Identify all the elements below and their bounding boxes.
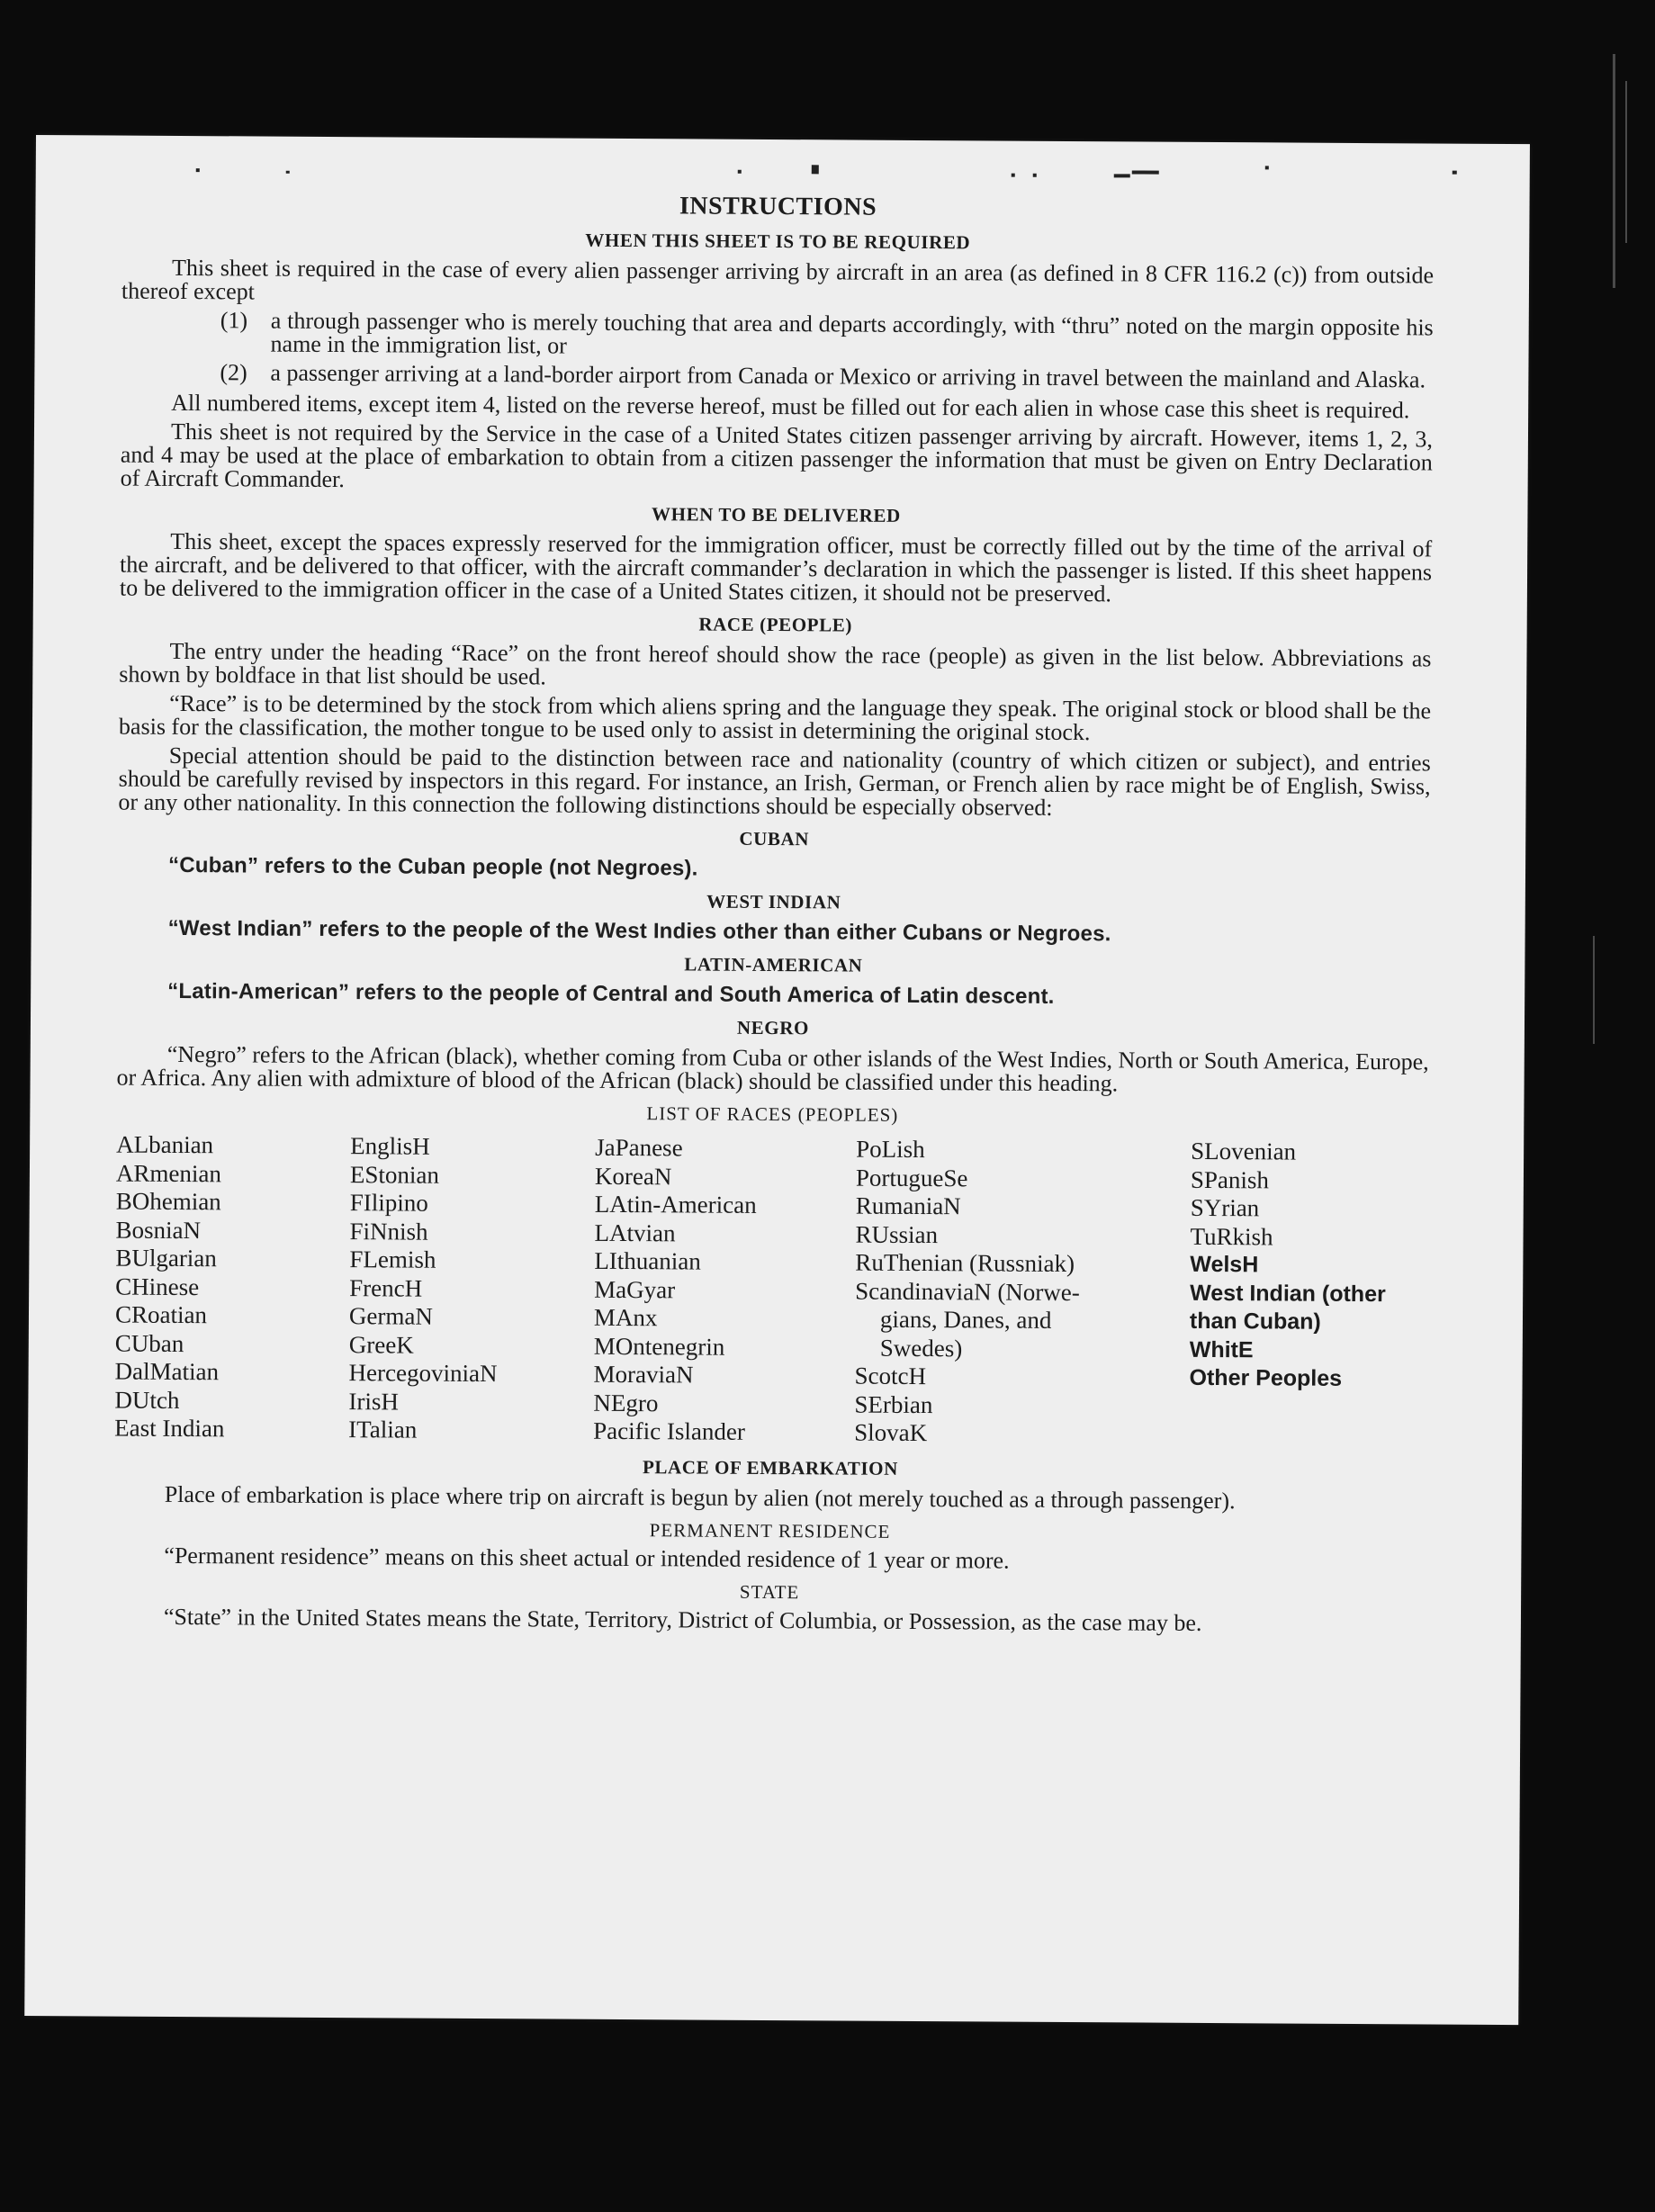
paragraph-race-determination: “Race” is to be determined by the stock from which aliens spring and the language they speak. The original stock or blood shall be the basis for the classification, the mother tongue to be used only to assist in determining the original stock. bbox=[118, 689, 1432, 746]
race-column-1 bbox=[114, 1131, 350, 1444]
race-entry: KoreaN bbox=[594, 1162, 672, 1190]
race-column-5 bbox=[1189, 1137, 1428, 1451]
race-entry: CUban bbox=[114, 1329, 184, 1357]
heading-when-delivered: WHEN TO BE DELIVERED bbox=[652, 503, 901, 526]
exception-item bbox=[220, 361, 1433, 391]
race-entry: MAnx bbox=[593, 1303, 658, 1332]
paragraph-required-intro: This sheet is required in the case of every alien passenger arriving by aircraft in an area (as defined in 8 CFR 116.2 (c)) from outside thereof except bbox=[121, 254, 1435, 305]
paragraph-race-nationality: Special attention should be paid to the distinction between race and nationality (country of which citizen or subject), and entries should be carefully revised by inspectors in this regard. For instance, an Irish, German, or French alien by race might be of English, Swiss, or any other nationality. In this connection the following distinctions should be especially observed: bbox=[118, 742, 1431, 821]
race-entry: ScandinaviaN (Norwe- bbox=[855, 1277, 1080, 1306]
race-entry: IrisH bbox=[348, 1387, 400, 1415]
definition-west-indian: “West Indian” refers to the people of the West Indies other than either Cubans or Negroes. bbox=[167, 915, 1111, 947]
definition-latin-american: “Latin-American” refers to the people of Central and South America of Latin descent. bbox=[167, 978, 1055, 1009]
race-list bbox=[114, 1131, 1428, 1451]
heading-west-indian: WEST INDIAN bbox=[706, 890, 841, 913]
exception-number: (2) bbox=[220, 359, 247, 386]
heading-state: STATE bbox=[739, 1580, 800, 1603]
race-entry: SYrian bbox=[1190, 1193, 1260, 1222]
race-entry: West Indian (other bbox=[1190, 1280, 1386, 1307]
race-entry: LAtvian bbox=[594, 1218, 676, 1246]
race-entry: ALbanian bbox=[116, 1130, 214, 1159]
race-entry: GreeK bbox=[348, 1330, 414, 1359]
race-entry: SErbian bbox=[854, 1390, 933, 1418]
race-entry: BOhemian bbox=[115, 1187, 221, 1216]
race-entry: TuRkish bbox=[1190, 1222, 1273, 1250]
race-entry: FiNnish bbox=[349, 1217, 428, 1245]
paragraph-race-entry: The entry under the heading “Race” on the front hereof should show the race (people) as given in the list below. Abbreviations as shown by boldface in that list should be used. bbox=[119, 637, 1432, 690]
race-entry: WelsH bbox=[1190, 1251, 1259, 1278]
race-entry: RumaniaN bbox=[855, 1191, 961, 1220]
race-entry: WhitE bbox=[1189, 1336, 1254, 1362]
definition-cuban: “Cuban” refers to the Cuban people (not Negroes). bbox=[167, 852, 698, 881]
heading-race: RACE (PEOPLE) bbox=[698, 613, 853, 636]
heading-negro: NEGRO bbox=[736, 1016, 810, 1039]
race-entry: JaPanese bbox=[595, 1133, 683, 1162]
exception-item bbox=[220, 309, 1434, 363]
paragraph-citizen-passenger: This sheet is not required by the Service in the case of a United States citizen passenger arriving by aircraft. However, items 1, 2, 3, and 4 may be used at the place of embarkation to obtain from a citizen passenger the information that must be given on Entry Declaration of Aircraft Commander. bbox=[120, 418, 1434, 493]
heading-list-of-races: LIST OF RACES (PEOPLES) bbox=[646, 1102, 899, 1126]
race-entry: NEgro bbox=[593, 1389, 659, 1416]
race-entry: EStonian bbox=[349, 1160, 440, 1189]
race-entry: DUtch bbox=[114, 1386, 180, 1414]
exception-list bbox=[220, 309, 1433, 391]
page-title: INSTRUCTIONS bbox=[679, 192, 877, 221]
race-entry: PortugueSe bbox=[855, 1164, 968, 1191]
race-entry: East Indian bbox=[114, 1414, 225, 1443]
race-entry: ITalian bbox=[348, 1416, 418, 1443]
heading-latin-american: LATIN-AMERICAN bbox=[684, 953, 863, 976]
race-entry: LIthuanian bbox=[594, 1246, 701, 1275]
document-page bbox=[24, 135, 1530, 2025]
race-entry: FLemish bbox=[349, 1245, 436, 1273]
heading-when-required: WHEN THIS SHEET IS TO BE REQUIRED bbox=[585, 229, 971, 254]
paragraph-permanent-residence: “Permanent residence” means on this sheet actual or intended residence of 1 year or more. bbox=[164, 1542, 1010, 1574]
heading-place-of-embarkation: PLACE OF EMBARKATION bbox=[642, 1455, 898, 1479]
heading-cuban: CUBAN bbox=[739, 827, 810, 850]
race-entry: PoLish bbox=[856, 1135, 925, 1164]
paragraph-delivery: This sheet, except the spaces expressly reserved for the immigration officer, must be correctly filled out by the time of the arrival of the aircraft, and be delivered to that officer, with the aircraft commander’s declaration in which the passenger is listed. If this sheet happens to be delivered to the immigration officer in the case of a United States citizen, it should not be preserved. bbox=[119, 527, 1433, 607]
race-entry: Pacific Islander bbox=[593, 1416, 745, 1445]
race-entry-continued: gians, Danes, and bbox=[879, 1305, 1052, 1334]
race-column-3 bbox=[593, 1134, 856, 1447]
race-entry: FIlipino bbox=[349, 1189, 428, 1217]
paragraph-numbered-items: All numbered items, except item 4, listed on the reverse hereof, must be filled out for each alien in whose case this sheet is required. bbox=[171, 389, 1410, 424]
race-entry: FrencH bbox=[349, 1273, 423, 1302]
race-entry-continued: than Cuban) bbox=[1189, 1308, 1321, 1335]
race-entry: MoraviaN bbox=[593, 1360, 694, 1389]
race-entry: MaGyar bbox=[594, 1275, 676, 1303]
paragraph-embarkation: Place of embarkation is place where trip on aircraft is begun by alien (not merely touched as a through passenger). bbox=[164, 1480, 1236, 1514]
heading-permanent-residence: PERMANENT RESIDENCE bbox=[649, 1518, 891, 1542]
race-entry: SlovaK bbox=[854, 1418, 928, 1447]
race-entry: ARmenian bbox=[115, 1159, 222, 1187]
race-entry: LAtin-American bbox=[594, 1190, 757, 1218]
race-entry: SLovenian bbox=[1191, 1137, 1297, 1165]
race-entry: HercegoviniaN bbox=[348, 1359, 498, 1388]
race-entry: RUssian bbox=[855, 1220, 939, 1248]
race-entry: RuThenian (Russniak) bbox=[855, 1248, 1075, 1278]
race-entry: Other Peoples bbox=[1189, 1364, 1343, 1391]
top-specks bbox=[36, 135, 1530, 144]
exception-text: a through passenger who is merely touching that area and departs accordingly, with “thru” noted on the margin opposite his name in the immigration list, or bbox=[270, 307, 1434, 359]
instructions-content bbox=[113, 192, 1435, 1641]
paragraph-state: “State” in the United States means the State, Territory, District of Columbia, or Possession, as the case may be. bbox=[163, 1603, 1202, 1636]
race-entry: ScotcH bbox=[854, 1362, 927, 1390]
exception-number: (1) bbox=[220, 307, 248, 334]
race-column-2 bbox=[348, 1132, 595, 1445]
race-entry-continued: Swedes) bbox=[879, 1334, 963, 1362]
race-entry: BUlgarian bbox=[115, 1244, 217, 1272]
race-column-4 bbox=[854, 1136, 1191, 1450]
race-entry: EnglisH bbox=[350, 1132, 430, 1160]
race-entry: MOntenegrin bbox=[593, 1332, 725, 1361]
race-entry: GermaN bbox=[348, 1302, 434, 1330]
race-entry: DalMatian bbox=[114, 1357, 220, 1386]
exception-text: a passenger arriving at a land-border airport from Canada or Mexico or arriving in travel between the mainland and Alaska. bbox=[270, 359, 1426, 393]
definition-negro: “Negro” refers to the African (black), whether coming from Cuba or other islands of the West Indies, North or South America, Europe, or Africa. Any alien with admixture of blood of the African (black) should be classified under this heading. bbox=[116, 1040, 1429, 1097]
race-entry: CHinese bbox=[115, 1272, 200, 1300]
race-entry: BosniaN bbox=[115, 1216, 202, 1244]
race-entry: CRoatian bbox=[114, 1300, 208, 1329]
race-entry: SPanish bbox=[1190, 1165, 1270, 1193]
